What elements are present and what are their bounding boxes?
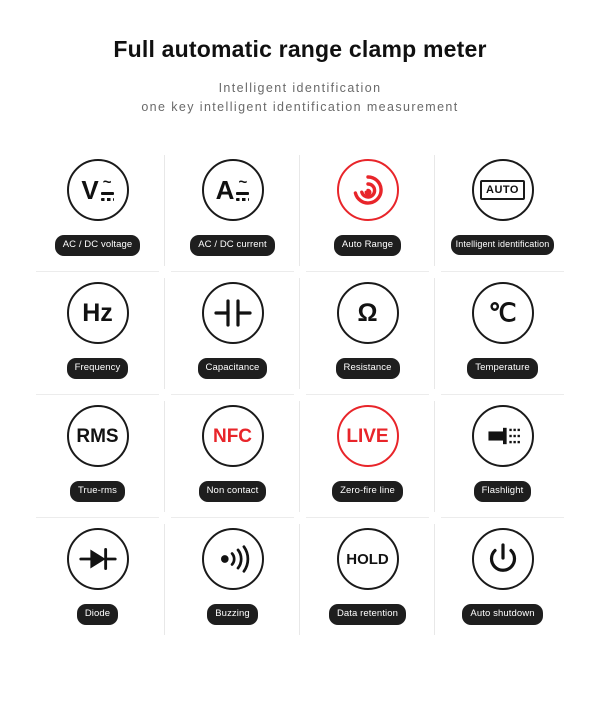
- feature-label: Zero-fire line: [332, 481, 403, 502]
- feature-cell: [165, 272, 300, 395]
- feature-label: Intelligent identification: [451, 235, 555, 255]
- feature-label: Temperature: [467, 358, 537, 379]
- feature-label: Buzzing: [207, 604, 258, 625]
- buzzer-icon: [202, 528, 264, 590]
- resistance-icon: [337, 282, 399, 344]
- feature-label: Non contact: [199, 481, 267, 502]
- temperature-icon: [472, 282, 534, 344]
- voltage-glyph: V: [81, 175, 99, 205]
- live-wire-icon: [337, 405, 399, 467]
- rms-glyph: RMS: [76, 425, 119, 447]
- feature-cell: [300, 272, 435, 395]
- frequency-icon: [67, 282, 129, 344]
- feature-cell: [435, 272, 570, 395]
- true-rms-icon: [67, 405, 129, 467]
- feature-cell: [435, 149, 570, 272]
- current-ac-dc-icon: [202, 159, 264, 221]
- current-glyph: A: [215, 175, 235, 205]
- ohm-glyph: Ω: [357, 298, 378, 327]
- voltage-ac-dc-icon: [67, 159, 129, 221]
- auto-box-icon: [472, 159, 534, 221]
- subtitle-line-1: Intelligent identification: [218, 81, 382, 95]
- feature-label: Diode: [77, 604, 118, 625]
- data-hold-icon: [337, 528, 399, 590]
- celsius-glyph: ℃: [488, 298, 517, 327]
- feature-cell: [165, 149, 300, 272]
- feature-label: Capacitance: [198, 358, 268, 379]
- page-subtitle: [0, 79, 600, 117]
- feature-label: Data retention: [329, 604, 406, 625]
- feature-cell: [435, 395, 570, 518]
- feature-cell: [165, 395, 300, 518]
- feature-label: Frequency: [67, 358, 129, 379]
- feature-cell: [30, 518, 165, 641]
- feature-cell: [30, 149, 165, 272]
- ac-dc-symbol: ~: [101, 177, 114, 202]
- auto-range-spiral-icon: [337, 159, 399, 221]
- live-glyph: LIVE: [346, 425, 389, 447]
- hold-glyph: HOLD: [346, 550, 389, 568]
- feature-cell: [300, 395, 435, 518]
- feature-cell: [300, 518, 435, 641]
- feature-label: AC / DC current: [190, 235, 275, 256]
- auto-text: AUTO: [480, 180, 525, 200]
- subtitle-line-2: one key intelligent identification measurement: [141, 100, 459, 114]
- feature-grid: [30, 149, 570, 641]
- feature-cell: [300, 149, 435, 272]
- diode-icon: [67, 528, 129, 590]
- feature-label: Auto Range: [334, 235, 401, 256]
- auto-shutdown-power-icon: [472, 528, 534, 590]
- nfc-icon: [202, 405, 264, 467]
- feature-cell: [30, 395, 165, 518]
- feature-cell: [165, 518, 300, 641]
- feature-label: Resistance: [336, 358, 400, 379]
- page-title: Full automatic range clamp meter: [113, 36, 487, 62]
- nfc-glyph: NFC: [212, 425, 253, 447]
- feature-cell: [30, 272, 165, 395]
- feature-label: True-rms: [70, 481, 125, 502]
- flashlight-icon: [472, 405, 534, 467]
- page-header: [0, 0, 600, 117]
- feature-cell: [435, 518, 570, 641]
- feature-label: Flashlight: [474, 481, 532, 502]
- feature-label: AC / DC voltage: [55, 235, 141, 256]
- capacitance-icon: [202, 282, 264, 344]
- feature-label: Auto shutdown: [462, 604, 542, 625]
- ac-dc-symbol: ~: [236, 177, 249, 202]
- hz-glyph: Hz: [82, 298, 113, 327]
